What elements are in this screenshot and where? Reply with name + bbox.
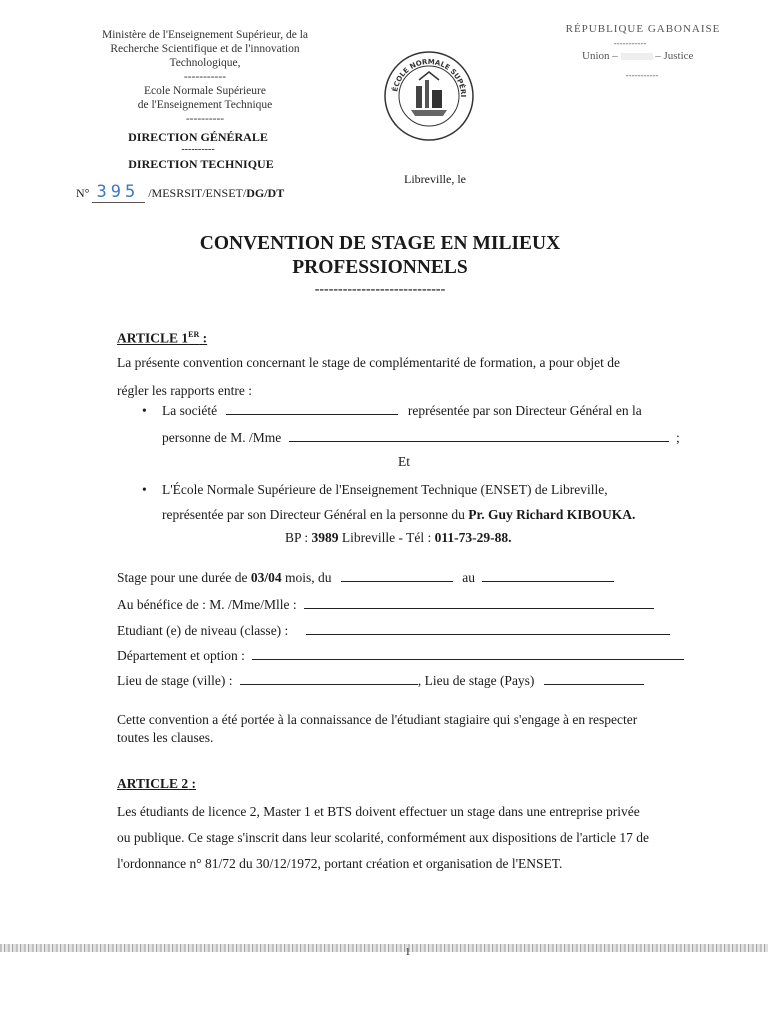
article-2-line-2: ou publique. Ce stage s'inscrit dans leur scolarité, conformément aux dispositions de l'article 17 de: [117, 830, 649, 845]
department-field[interactable]: [252, 647, 684, 660]
redacted-word: [621, 53, 653, 60]
article-1-heading: [117, 326, 207, 348]
bp-city: Libreville - Tél :: [341, 530, 432, 545]
bp-phone: 011-73-29-88.: [434, 530, 512, 545]
level-label: Etudiant (e) de niveau (classe) :: [117, 623, 289, 638]
separator: -----------: [613, 38, 647, 48]
article-1-intro: [117, 349, 677, 405]
bullet-1-line-1: [162, 402, 677, 420]
semicolon: ;: [675, 430, 680, 445]
title-line-2: PROFESSIONNELS: [292, 257, 468, 278]
and-label: Et: [398, 454, 410, 469]
article-2-colon: :: [188, 776, 197, 791]
ministry-line-2: Recherche Scientifique et de l'innovation: [110, 43, 300, 55]
ministry-line-3: Technologique,: [169, 57, 241, 69]
reference-text: /MESRSIT/ENSET/: [148, 186, 247, 200]
article-1-label: ARTICLE 1: [117, 330, 189, 346]
city-field[interactable]: [240, 672, 418, 685]
company-field[interactable]: [226, 402, 398, 415]
article-1-colon: :: [199, 330, 208, 346]
beneficiary-row: [117, 596, 654, 614]
bullet-1-line-2: [162, 429, 680, 447]
duration-value: 03/04: [250, 570, 282, 585]
director-text: représentée par son Directeur Général en la personne du: [162, 507, 465, 522]
title-line-1: CONVENTION DE STAGE EN MILIEUX: [199, 233, 561, 254]
article-2-text: [117, 799, 687, 877]
beneficiary-field[interactable]: [304, 596, 654, 609]
company-representative-text: représentée par son Directeur Général en la: [407, 403, 642, 418]
company-label: La société: [162, 403, 218, 418]
country-label: , Lieu de stage (Pays): [417, 673, 535, 688]
ministry-block: [60, 28, 350, 126]
article-1-sup: ER: [188, 330, 200, 339]
person-label: personne de M. /Mme: [162, 430, 282, 445]
article-2-heading: [117, 775, 196, 793]
department-label: Département et option :: [117, 648, 245, 663]
school-line-2: de l'Enseignement Technique: [137, 99, 273, 111]
school-seal-icon: [383, 50, 475, 142]
number-prefix: N°: [76, 186, 90, 200]
person-field[interactable]: [289, 429, 669, 442]
number-stamp: 395: [92, 182, 145, 203]
motto-start: Union –: [582, 50, 618, 62]
city-label: Lieu de stage (ville) :: [117, 673, 233, 688]
republic-label: RÉPUBLIQUE GABONAISE: [565, 23, 721, 35]
bp-number: 3989: [311, 530, 339, 545]
direction-technique: DIRECTION TECHNIQUE: [128, 157, 274, 171]
school-line-1: Ecole Normale Supérieure: [144, 85, 266, 97]
reference-bold: DG/DT: [246, 186, 285, 200]
intro-line-2: régler les rapports entre :: [117, 383, 252, 398]
separator: -----------: [183, 71, 227, 83]
document-title: [100, 232, 660, 300]
bullet-2-line-2: [162, 506, 682, 524]
motto: [582, 50, 742, 62]
director-name: Pr. Guy Richard KIBOUKA.: [468, 507, 636, 522]
page-number: 1: [405, 946, 411, 958]
country-field[interactable]: [544, 672, 644, 685]
bullet-icon: •: [142, 482, 147, 497]
intro-line-1: La présente convention concernant le stage de complémentarité de formation, a pour objet de: [117, 355, 621, 370]
separator: ----------: [181, 144, 215, 155]
direction-generale: DIRECTION GÉNÉRALE: [128, 130, 268, 144]
bp-label: BP :: [285, 530, 309, 545]
duration-row: [117, 569, 618, 587]
motto-end: – Justice: [655, 50, 694, 62]
separator: -----------: [625, 70, 659, 80]
footer-rule: [0, 944, 768, 952]
ack-line-2: toutes les clauses.: [117, 730, 214, 745]
article-2-label: ARTICLE 2: [117, 776, 189, 791]
duration-from-label: mois, du: [284, 570, 332, 585]
duration-to-label: au: [462, 570, 475, 585]
article-2-line-3: l'ordonnance n° 81/72 du 30/12/1972, portant création et organisation de l'ENSET.: [117, 856, 563, 871]
ack-line-1: Cette convention a été portée à la connaissance de l'étudiant stagiaire qui s'engage à en respecter: [117, 712, 638, 727]
bullet-icon: •: [142, 403, 147, 418]
article-2-line-1: Les étudiants de licence 2, Master 1 et BTS doivent effectuer un stage dans une entreprise privée: [117, 804, 640, 819]
start-date-field[interactable]: [341, 569, 453, 582]
bullet-2-line-1: L'École Normale Supérieure de l'Enseignement Technique (ENSET) de Libreville,: [162, 482, 608, 497]
title-rule: ----------------------------: [314, 282, 446, 297]
end-date-field[interactable]: [482, 569, 614, 582]
department-row: [117, 647, 684, 665]
level-field[interactable]: [306, 622, 670, 635]
duration-label: Stage pour une durée de: [117, 570, 248, 585]
separator: ----------: [185, 113, 225, 125]
location-row: [117, 672, 644, 690]
reference-number: [76, 182, 284, 202]
enset-contact: [285, 529, 512, 547]
level-row: [117, 622, 670, 640]
acknowledgement: [117, 711, 687, 747]
place-date: Libreville, le: [404, 172, 466, 186]
svg-text:ÉCOLE NORMALE SUPÉRIEURE: ÉCOLE NORMALE SUPÉRI: [391, 57, 468, 98]
ministry-line-1: Ministère de l'Enseignement Supérieur, de la: [102, 29, 308, 41]
beneficiary-label: Au bénéfice de : M. /Mme/Mlle :: [117, 597, 297, 612]
